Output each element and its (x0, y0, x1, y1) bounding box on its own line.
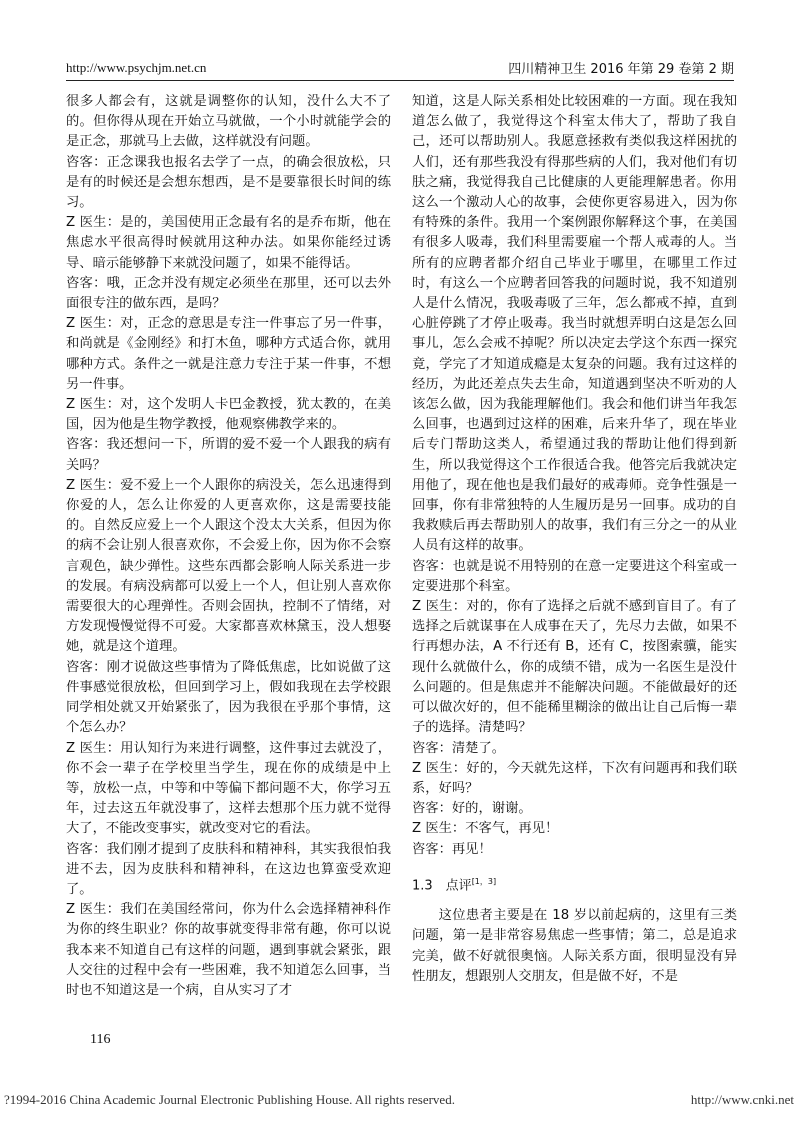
paragraph: Z 医生：对，正念的意思是专注一件事忘了另一件事，和尚就是《金刚经》和打木鱼，哪种方式适合你，就用哪种方式。条件之一就是注意力专注于某一件事，不想另一件事。 (66, 316, 391, 392)
page-number: 116 (90, 1032, 111, 1047)
paragraph: 咨客：我还想问一下，所谓的爱不爱一个人跟我的病有关吗？ (66, 437, 391, 473)
paragraph: Z 医生：是的，美国使用正念最有名的是乔布斯，他在焦虑水平很高得时候就用这种办法。如果你能经过诱导、暗示能够静下来就没问题了，如果不能得话。 (66, 215, 391, 271)
cnki-link[interactable]: http://www.cnki.net (690, 1092, 794, 1107)
paragraph: 很多人都会有，这就是调整你的认知，没什么大不了的。但你得从现在开始立马就做，一个小时就能学会的是正念，那就马上去做，这样就没有问题。 (66, 94, 391, 150)
paragraph: Z 医生：对，这个发明人卡巴金教授，犹太教的，在美国，因为他是生物学教授，他观察佛教学来的。 (66, 397, 391, 433)
paragraph: 咨客：正念课我也报名去学了一点，的确会很放松，只是有的时候还是会想东想西，是不是要靠很长时间的练习。 (66, 154, 391, 211)
section-heading (412, 872, 737, 897)
commentary-paragraph: 这位患者主要是在 18 岁以前起病的，这里有三类问题，第一是非常容易焦虑一些事情；第二，总是追求完美，做不好就很奥恼。人际关系方面，很明显没有异性朋友，想跟别人交朋友，但是做不好，不是 (412, 908, 737, 984)
paragraph: 咨客：好的，谢谢。 (412, 801, 532, 817)
right-column (412, 92, 737, 987)
paragraph: Z 医生：爱不爱上一个人跟你的病没关，怎么迅速得到你爱的人，怎么让你爱的人更喜欢你，这是需要技能的。自然反应爱上一个人跟这个没太大关系，但因为你的病不会让别人很喜欢你，不会爱上你，因为你不会察言观色，缺少弹性。这些东西都会影响人际关系进一步的发展。有病没病都可以爱上一个人，但让别人喜欢你需要很大的心理弹性。否则会固执，控制不了情绪，对方发现慢慢觉得不可爱。大家都喜欢林黛玉，没人想娶她，就是这个道理。 (66, 477, 391, 655)
paragraph: Z 医生：用认知行为来进行调整，这件事过去就没了，你不会一辈子在学校里当学生，现在你的成绩是中上等，放松一点，中等和中等偏下都问题不大，你学习五年，过去这五年就没事了，这样去想那个压力就不觉得大了，不能改变事实，就改变对它的看法。 (66, 740, 391, 837)
paragraph: 知道，这是人际关系相处比较困难的一方面。现在我知道怎么做了，我觉得这个科室太伟大了，帮助了我自己，还可以帮助别人。我愿意拯救有类似我这样困扰的人们，还有那些我没有得那些病的人们，我对他们有切肤之痛，我觉得我自己比健康的人更能理解患者。你用这么一个激动人心的故事，会使你更容易进入，因为你有特殊的条件。我用一个案例跟你解释这个事，在美国有很多人吸毒，我们科里需要雇一个帮人戒毒的人。当所有的应聘者都介绍自己毕业于哪里，在哪里工作过时，有这么一个应聘者回答我的问题时说，我不知道别人是什么情况，我吸毒吸了三年，怎么都戒不掉，直到心脏停跳了才停止吸毒。我当时就想弄明白这是怎么回事儿，怎么会戒不掉呢？所以决定去学这个东西一探究竟，学完了才知道成瘾是太复杂的问题。我有过这样的经历，为此还差点失去生命，知道遇到坚决不听劝的人该怎么做，因为我能理解他们。我会和他们讲当年我怎么回事，也遇到过这样的困难，后来升华了，现在毕业后专门帮助这类人，希望通过我的帮助让他们得到新生，所以我觉得这个工作很适合我。他答完后我就决定用他了，现在他也是我们最好的戒毒师。竞争性强是一回事，你有非常独特的人生履历是另一回事。成功的自我救赎后再去帮助别人的故事，我们有三分之一的从业人员有这样的故事。 (412, 94, 737, 554)
paragraph: 咨客：也就是说不用特别的在意一定要进这个科室或一定要进那个科室。 (412, 558, 737, 594)
paragraph: 咨客：再见！ (412, 841, 492, 857)
paragraph: Z 医生：我们在美国经常问，你为什么会选择精神科作为你的终生职业？你的故事就变得非常有趣，你可以说我本来不知道自己有这样的问题，遇到事就会紧张，跟人交往的过程中会有一些困难，我不知道怎么回事，当时也不知道这是一个病，自从实习了才 (66, 902, 391, 998)
paragraph: 咨客：刚才说做这些事情为了降低焦虑，比如说做了这件事感觉很放松，但回到学习上，假如我现在去学校跟同学相处就又开始紧张了，因为我很在乎那个事情，这个怎么办？ (66, 659, 391, 736)
paragraph: 咨客：我们刚才提到了皮肤科和精神科，其实我很怕我进不去，因为皮肤科和精神科，在这边也算蛮受欢迎了。 (66, 841, 391, 897)
citation-refs[interactable]: [1，3] (471, 876, 497, 886)
paragraph: 咨客：清楚了。 (412, 740, 506, 756)
paragraph: 咨客：哦，正念并没有规定必须坐在那里，还可以去外面很专注的做东西，是吗？ (66, 275, 391, 312)
journal-issue: 四川精神卫生 2016 年第 29 卷第 2 期 (508, 62, 734, 77)
paragraph: Z 医生：不客气，再见！ (412, 821, 559, 837)
running-header (66, 58, 734, 81)
section-title: 1.3 点评 (412, 878, 472, 894)
paragraph: Z 医生：好的，今天就先这样，下次有问题再和我们联系，好吗？ (412, 760, 737, 796)
left-column (66, 92, 391, 1001)
paragraph: Z 医生：对的，你有了选择之后就不感到盲目了。有了选择之后就谋事在人成事在天了，先尽力去做，如果不行再想办法，A 不行还有 B，还有 C，按图索骥，能实现什么就做什么，你的成绩不错，成为一名医生是没什么问题的。但是焦虑并不能解决问题。不能做最好的还可以做次好的，但不能稀里糊涂的做出让自己后悔一辈子的选择。清楚吗？ (412, 599, 737, 736)
journal-url[interactable]: http://www.psychjm.net.cn (66, 60, 207, 75)
copyright-notice: ?1994-2016 China Academic Journal Electronic Publishing House. All rights reserved. (4, 1092, 455, 1107)
